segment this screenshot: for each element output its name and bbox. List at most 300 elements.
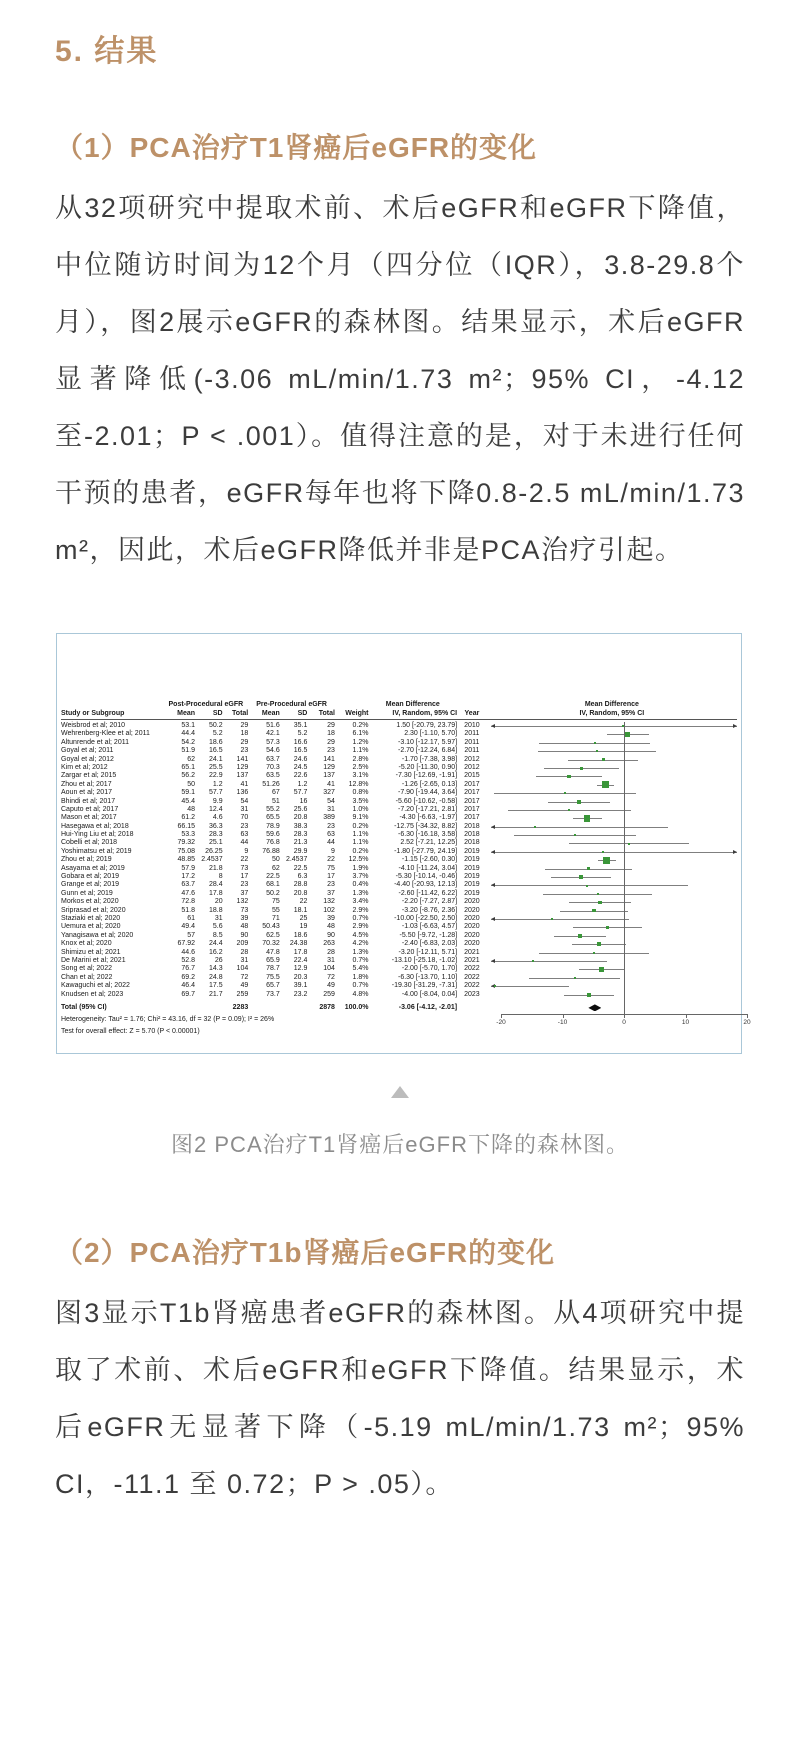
cell-post-total: 72: [240, 973, 249, 981]
header-plot-md-method: IV, Random, 95% CI: [579, 710, 645, 717]
cell-year: 2018: [464, 839, 480, 847]
cell-mean-difference: -4.40 [-20.93, 12.13]: [394, 881, 458, 889]
cell-pre-mean: 50: [271, 856, 280, 864]
cell-weight: 3.7%: [352, 873, 369, 881]
effect-marker: [568, 809, 570, 811]
cell-post-mean: 47.6: [181, 889, 196, 897]
cell-post-sd: 57.7: [208, 789, 223, 797]
x-axis: [497, 1014, 751, 1030]
cell-post-mean: 76.7: [181, 965, 196, 973]
cell-pre-total: 104: [323, 965, 335, 973]
axis-tick-label: -10: [557, 1019, 568, 1026]
cell-post-mean: 62: [187, 755, 196, 763]
cell-year: 2010: [464, 722, 480, 729]
cell-post-total: 23: [240, 822, 249, 830]
cell-study: Zhou et al; 2017: [61, 780, 112, 788]
cell-mean-difference: -2.40 [-6.83, 2.03]: [401, 940, 458, 948]
zero-reference-line: [624, 722, 625, 1014]
cell-post-mean: 56.2: [181, 772, 196, 780]
cell-pre-total: 327: [323, 789, 335, 797]
cell-post-total: 129: [236, 763, 249, 771]
ci-line: [491, 919, 629, 920]
header-study: Study or Subgroup: [61, 710, 125, 717]
cell-weight: 1.1%: [352, 747, 369, 755]
cell-post-total: 37: [240, 889, 249, 897]
cell-pre-total: 18: [327, 730, 335, 738]
axis-tick-label: 20: [743, 1019, 751, 1026]
effect-marker: [593, 952, 595, 954]
cell-plot: [487, 974, 737, 982]
forest-row: [61, 764, 737, 772]
effect-marker: [587, 867, 590, 870]
cell-mean-difference: -7.20 [-17.21, 2.81]: [397, 805, 458, 813]
ci-line: [491, 726, 737, 727]
cell-weight: 12.8%: [348, 780, 369, 788]
cell-post-sd: 50.2: [208, 722, 223, 729]
cell-post-total: 18: [240, 730, 249, 738]
cell-post-mean: 75.08: [177, 847, 196, 855]
cell-pre-mean: 65.5: [266, 814, 280, 822]
ci-arrow-left-icon: [491, 724, 495, 728]
cell-pre-sd: 22.5: [293, 864, 308, 872]
cell-mean-difference: -19.30 [-31.29, -7.31]: [391, 982, 458, 990]
cell-plot: [487, 881, 737, 889]
cell-post-mean: 46.4: [181, 982, 196, 990]
cell-pre-sd: 18.6: [293, 931, 308, 939]
cell-mean-difference: -7.90 [-19.44, 3.64]: [397, 789, 458, 797]
cell-post-mean: 44.4: [181, 730, 196, 738]
cell-pre-total: 141: [323, 755, 335, 763]
cell-post-sd: 28.4: [208, 881, 223, 889]
cell-weight: 1.9%: [352, 864, 369, 872]
forest-row: [61, 730, 737, 738]
cell-weight: 12.5%: [348, 856, 369, 864]
cell-plot: [487, 865, 737, 873]
header-plot-md-title: Mean Difference: [584, 701, 639, 708]
cell-pre-total: 29: [327, 722, 335, 729]
cell-pre-sd: 12.9: [293, 965, 308, 973]
cell-pre-total: 9: [331, 847, 335, 855]
cell-post-mean: 59.1: [181, 789, 196, 797]
cell-pre-mean: 71: [271, 914, 280, 922]
cell-post-mean: 69.2: [181, 973, 196, 981]
cell-year: 2011: [464, 738, 480, 746]
pooled-estimate-diamond: [588, 1004, 601, 1011]
cell-weight: 1.3%: [352, 889, 369, 897]
cell-study: Sriprasad et al; 2020: [61, 906, 126, 914]
cell-pre-total: 23: [327, 822, 335, 830]
cell-weight: 1.8%: [352, 973, 369, 981]
cell-pre-mean: 63.5: [266, 772, 280, 780]
cell-plot: [487, 949, 737, 957]
cell-weight: 0.7%: [352, 914, 369, 922]
cell-post-total: 23: [240, 881, 249, 889]
cell-post-mean: 51.9: [181, 747, 196, 755]
cell-pre-sd: 16.6: [293, 738, 308, 746]
cell-weight: 1.2%: [352, 738, 369, 746]
cell-plot: [487, 747, 737, 755]
cell-pre-total: 137: [323, 772, 335, 780]
cell-year: 2011: [464, 730, 480, 738]
cell-pre-sd: 20.3: [293, 973, 308, 981]
cell-mean-difference: -4.00 [-8.04, 0.04]: [401, 990, 458, 998]
effect-marker: [534, 826, 536, 828]
ci-arrow-right-icon: [733, 724, 737, 728]
cell-pre-mean: 75.5: [266, 973, 280, 981]
cell-pre-mean: 51: [271, 797, 280, 805]
cell-post-total: 17: [240, 873, 249, 881]
cell-post-total: 23: [240, 747, 249, 755]
cell-pre-sd: 38.3: [293, 822, 308, 830]
cell-post-mean: 61.2: [181, 814, 196, 822]
ci-arrow-left-icon: [491, 825, 495, 829]
cell-pre-sd: 22.6: [293, 772, 308, 780]
forest-row: [61, 831, 737, 839]
effect-marker: [598, 901, 602, 905]
cell-plot: [487, 940, 737, 948]
cell-plot: [487, 848, 737, 856]
effect-marker: [592, 909, 595, 912]
cell-pre-total: 23: [327, 881, 335, 889]
cell-plot: [487, 823, 737, 831]
effect-marker: [567, 775, 571, 779]
cell-pre-mean: 78.7: [266, 965, 280, 973]
forest-row: [61, 781, 737, 789]
cell-plot: [487, 856, 737, 864]
cell-post-total: 73: [240, 864, 249, 872]
cell-post-total: 48: [240, 923, 249, 931]
cell-year: 2020: [464, 914, 480, 922]
cell-post-total: 209: [236, 940, 249, 948]
effect-marker: [578, 934, 582, 938]
cell-post-total: 132: [236, 898, 249, 906]
cell-post-sd: 22.9: [208, 772, 223, 780]
cell-year: 2020: [464, 923, 480, 931]
cell-post-mean: 63.7: [181, 881, 196, 889]
forest-body: [61, 720, 751, 1037]
cell-pre-sd: 6.3: [297, 873, 308, 881]
ci-arrow-left-icon: [491, 850, 495, 854]
cell-post-sd: 14.3: [208, 965, 223, 973]
cell-plot: [487, 730, 737, 738]
forest-row: [61, 965, 737, 973]
figure-2-forest-plot[interactable]: [56, 633, 751, 1054]
effect-marker: [586, 885, 588, 887]
cell-pre-mean: 76.8: [266, 839, 280, 847]
cell-pre-total: 17: [327, 873, 335, 881]
cell-year: 2012: [464, 755, 480, 763]
cell-pre-sd: 57.7: [293, 789, 308, 797]
effect-marker: [602, 758, 605, 761]
forest-header-groups: [61, 700, 737, 709]
cell-pre-sd: 29.9: [293, 847, 308, 855]
cell-post-sd: 17.8: [208, 889, 223, 897]
cell-post-sd: 5.2: [212, 730, 223, 738]
axis-tick: [686, 1014, 687, 1018]
total-spacer: [163, 1003, 195, 1013]
forest-row: [61, 839, 737, 847]
cell-weight: 0.4%: [352, 881, 369, 889]
cell-study: Aoun et al; 2017: [61, 789, 112, 797]
cell-post-total: 29: [240, 722, 249, 729]
cell-year: 2019: [464, 856, 480, 864]
total-spacer: [248, 1003, 280, 1013]
cell-plot: [487, 806, 737, 814]
cell-year: 2019: [464, 881, 480, 889]
cell-year: 2021: [464, 956, 480, 964]
header-md-title: Mean Difference: [385, 701, 440, 708]
cell-post-sd: 18.8: [208, 906, 223, 914]
cell-mean-difference: -1.15 [-2.60, 0.30]: [401, 856, 458, 864]
ci-arrow-left-icon: [491, 883, 495, 887]
cell-post-mean: 48: [187, 805, 196, 813]
forest-total-row: [61, 1003, 737, 1013]
cell-study: Zargar et al; 2015: [61, 772, 117, 780]
cell-pre-sd: 24.6: [293, 755, 308, 763]
cell-post-sd: 4.6: [212, 814, 223, 822]
cell-mean-difference: -5.30 [-10.14, -0.46]: [395, 873, 458, 881]
cell-mean-difference: -3.10 [-12.17, 5.97]: [397, 738, 458, 746]
forest-row: [61, 932, 737, 940]
cell-study: Gunn et al; 2019: [61, 889, 113, 897]
effect-marker: [606, 926, 609, 929]
cell-plot: [487, 722, 737, 730]
effect-marker: [602, 851, 604, 853]
cell-weight: 2.9%: [352, 923, 369, 931]
forest-row: [61, 898, 737, 906]
cell-pre-mean: 22.5: [266, 873, 280, 881]
cell-pre-total: 44: [327, 839, 335, 847]
cell-post-sd: 24.4: [208, 940, 223, 948]
effect-marker: [599, 967, 604, 972]
cell-year: 2012: [464, 763, 480, 771]
cell-pre-total: 22: [327, 856, 335, 864]
total-spacer: [195, 1003, 223, 1013]
cell-mean-difference: -1.70 [-7.38, 3.98]: [401, 755, 458, 763]
total-spacer: [280, 1003, 308, 1013]
cell-plot: [487, 898, 737, 906]
total-spacer: [457, 1003, 487, 1013]
effect-marker: [596, 750, 598, 752]
ci-arrow-left-icon: [491, 959, 495, 963]
cell-pre-mean: 70.3: [266, 763, 280, 771]
cell-post-sd: 5.6: [212, 923, 223, 931]
header-weight: Weight: [345, 710, 369, 717]
cell-pre-mean: 62.5: [266, 931, 280, 939]
cell-post-sd: 12.4: [208, 805, 223, 813]
cell-pre-sd: 20.8: [293, 814, 308, 822]
header-md-method: IV, Random, 95% CI: [392, 710, 458, 717]
header-post-group: Post-Procedural eGFR: [168, 701, 244, 708]
cell-post-total: 49: [240, 982, 249, 990]
cell-study: Wehrenberg-Klee et al; 2011: [61, 730, 150, 738]
axis-tick: [563, 1014, 564, 1018]
cell-pre-mean: 78.9: [266, 822, 280, 830]
cell-pre-total: 63: [327, 831, 335, 839]
cell-pre-sd: 28.3: [293, 831, 308, 839]
cell-year: 2022: [464, 973, 480, 981]
cell-pre-mean: 67: [271, 789, 280, 797]
forest-row: [61, 798, 737, 806]
cell-pre-sd: 2.4537: [285, 856, 308, 864]
cell-plot: [487, 923, 737, 931]
cell-post-sd: 16.5: [208, 747, 223, 755]
cell-pre-mean: 50.43: [262, 923, 280, 931]
cell-year: 2022: [464, 982, 480, 990]
forest-row: [61, 789, 737, 797]
paragraph-1: 从32项研究中提取术前、术后eGFR和eGFR下降值，中位随访时间为12个月（四分位（IQR），3.8-29.8个月），图2展示eGFR的森林图。结果显示，术后eGFR显著降低(-3.06 mL/min/1.73 m²；95% CI，-4.12至-2.01；P < .001）。值得注意的是，对于未进行任何干预的患者，eGFR每年也将下降0.8-2.5 mL/min/1.73 m²，因此，术后eGFR降低并非是PCA治疗引起。: [55, 193, 745, 565]
cell-post-mean: 48.85: [177, 856, 196, 864]
cell-mean-difference: -6.30 [-13.70, 1.10]: [397, 973, 458, 981]
cell-mean-difference: -2.20 [-7.27, 2.87]: [401, 898, 458, 906]
cell-mean-difference: -4.10 [-11.24, 3.04]: [398, 864, 458, 872]
cell-pre-total: 48: [327, 923, 335, 931]
cell-year: 2017: [464, 789, 480, 797]
cell-post-total: 259: [236, 990, 249, 998]
cell-post-sd: 8.5: [212, 931, 223, 939]
cell-study: Weisbrod et al; 2010: [61, 722, 126, 729]
cell-pre-total: 75: [327, 864, 335, 872]
forest-row: [61, 974, 737, 982]
cell-post-total: 90: [240, 931, 249, 939]
cell-mean-difference: -2.00 [-5.70, 1.70]: [401, 965, 458, 973]
cell-pre-mean: 62: [271, 864, 280, 872]
cell-post-total: 31: [240, 805, 249, 813]
forest-rows: [61, 722, 737, 999]
cell-pre-sd: 24.5: [293, 763, 308, 771]
cell-post-total: 41: [240, 780, 249, 788]
cell-plot: [487, 991, 737, 999]
cell-mean-difference: 2.30 [-1.10, 5.70]: [404, 730, 458, 738]
cell-post-sd: 24.8: [208, 973, 223, 981]
cell-pre-mean: 76.88: [262, 847, 280, 855]
cell-year: 2017: [464, 780, 480, 788]
effect-marker: [564, 792, 566, 794]
cell-pre-mean: 51.6: [266, 722, 280, 729]
cell-post-mean: 79.32: [177, 839, 196, 847]
cell-year: 2020: [464, 931, 480, 939]
cell-post-mean: 50: [187, 780, 196, 788]
cell-plot: [487, 798, 737, 806]
cell-year: 2015: [464, 772, 480, 780]
cell-pre-total: 31: [327, 956, 335, 964]
ci-line: [491, 885, 689, 886]
cell-post-mean: 44.6: [181, 948, 196, 956]
cell-pre-mean: 55.2: [266, 805, 280, 813]
cell-post-total: 29: [240, 738, 249, 746]
cell-plot: [487, 831, 737, 839]
cell-pre-sd: 5.2: [297, 730, 308, 738]
collapse-triangle-icon: [391, 1086, 409, 1098]
cell-post-mean: 17.2: [181, 873, 196, 881]
axis-tick: [501, 1014, 502, 1018]
cell-mean-difference: -5.50 [-9.72, -1.28]: [399, 931, 458, 939]
cell-study: Morkos et al; 2020: [61, 898, 119, 906]
cell-study: Knox et al; 2020: [61, 940, 112, 948]
cell-study: Altunrende et al; 2011: [61, 738, 129, 746]
figure-2-caption: 图2 PCA治疗T1肾癌后eGFR下降的森林图。: [171, 1131, 629, 1157]
cell-pre-sd: 35.1: [293, 722, 308, 729]
cell-pre-mean: 51.26: [262, 780, 280, 788]
cell-pre-mean: 50.2: [266, 889, 280, 897]
cell-pre-total: 37: [327, 889, 335, 897]
cell-year: 2019: [464, 873, 480, 881]
cell-post-total: 39: [240, 914, 249, 922]
cell-pre-total: 72: [327, 973, 335, 981]
cell-study: Grange et al; 2019: [61, 881, 119, 889]
cell-mean-difference: -2.60 [-11.42, 6.22]: [398, 889, 458, 897]
cell-post-sd: 16.2: [208, 948, 223, 956]
forest-row: [61, 806, 737, 814]
cell-pre-mean: 65.7: [266, 982, 280, 990]
effect-marker: [625, 732, 630, 737]
effect-marker: [532, 960, 534, 962]
forest-header-columns: [61, 709, 737, 718]
cell-pre-sd: 20.8: [293, 889, 308, 897]
cell-pre-mean: 59.6: [266, 831, 280, 839]
cell-year: 2019: [464, 864, 480, 872]
cell-mean-difference: -1.80 [-27.79, 24.19]: [394, 847, 458, 855]
cell-weight: 0.7%: [352, 956, 369, 964]
cell-post-sd: 25.5: [208, 763, 223, 771]
cell-plot: [487, 915, 737, 923]
total-label: Total (95% CI): [61, 1003, 107, 1011]
cell-mean-difference: -10.00 [-22.50, 2.50]: [394, 914, 458, 922]
cell-pre-sd: 17.8: [293, 948, 308, 956]
cell-pre-sd: 19: [299, 923, 308, 931]
effect-marker: [597, 942, 601, 946]
cell-pre-total: 129: [323, 763, 335, 771]
effect-marker: [494, 985, 496, 987]
cell-study: Gobara et al; 2019: [61, 873, 119, 881]
ci-line: [491, 852, 737, 853]
cell-plot: [487, 873, 737, 881]
cell-weight: 3.4%: [352, 898, 369, 906]
cell-weight: 4.2%: [352, 940, 369, 948]
cell-weight: 3.5%: [352, 797, 369, 805]
cell-plot: [487, 982, 737, 990]
axis-tick: [624, 1014, 625, 1018]
cell-post-mean: 66.15: [177, 822, 196, 830]
cell-study: Kim et al; 2012: [61, 763, 108, 771]
cell-year: 2020: [464, 940, 480, 948]
cell-post-total: 28: [240, 948, 249, 956]
cell-study: Hui-Ying Liu et al; 2018: [61, 831, 134, 839]
forest-row: [61, 982, 737, 990]
header-post-mean: Mean: [177, 710, 196, 717]
paragraph-2: 图3显示T1b肾癌患者eGFR的森林图。从4项研究中提取了术前、术后eGFR和eGFR下降值。结果显示，术后eGFR无显著下降（-5.19 mL/min/1.73 m²；95% CI，-11.1 至 0.72；P > .05）。: [55, 1297, 745, 1499]
effect-marker: [603, 857, 610, 864]
cell-post-sd: 24.1: [208, 755, 223, 763]
cell-pre-total: 54: [327, 797, 335, 805]
ci-line: [491, 986, 569, 987]
cell-pre-mean: 73.7: [266, 990, 280, 998]
axis-tick-label: 10: [681, 1019, 690, 1026]
cell-plot: [487, 932, 737, 940]
cell-pre-mean: 42.1: [266, 730, 280, 738]
cell-study: Bhindi et al; 2017: [61, 797, 116, 805]
cell-plot: [487, 839, 737, 847]
effect-marker: [574, 977, 577, 980]
forest-row: [61, 823, 737, 831]
cell-weight: 2.8%: [352, 755, 369, 763]
cell-post-sd: 31: [214, 914, 223, 922]
cell-pre-sd: 16.5: [293, 747, 308, 755]
cell-weight: 1.1%: [352, 839, 369, 847]
ci-arrow-left-icon: [491, 917, 495, 921]
cell-weight: 2.5%: [352, 763, 369, 771]
cell-post-mean: 61: [187, 914, 196, 922]
